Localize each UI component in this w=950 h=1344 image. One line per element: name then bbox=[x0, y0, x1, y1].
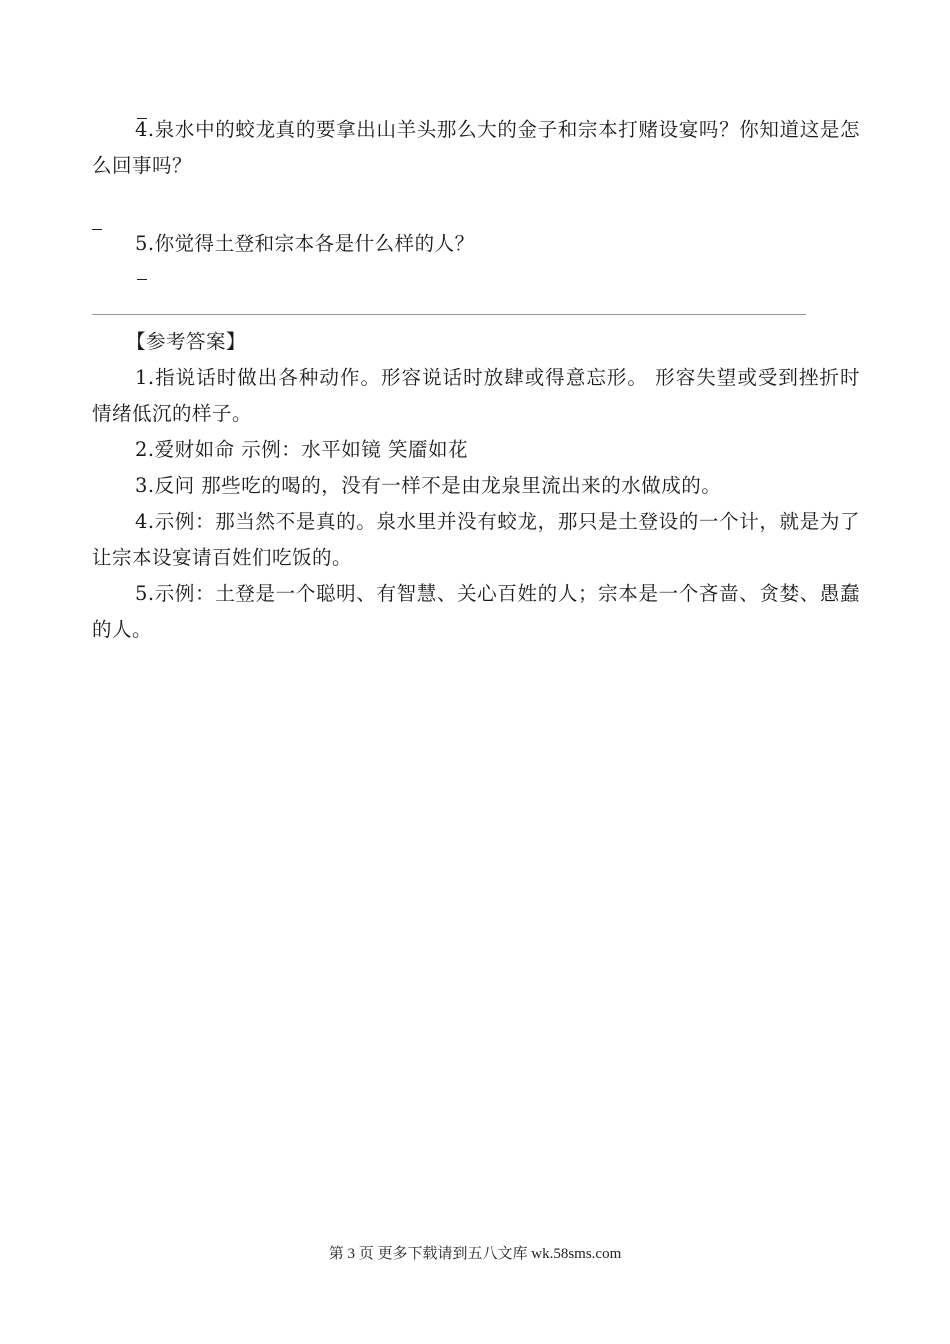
question-4: 4.泉水中的蛟龙真的要拿出山羊头那么大的金子和宗本打赌设宴吗？你知道这是怎么回事吗？ bbox=[92, 118, 860, 177]
answer-item: 4.示例：那当然不是真的。泉水里并没有蛟龙，那只是土登设的一个计，就是为了让宗本设宴请百姓们吃饭的。 bbox=[92, 510, 860, 569]
questions-section bbox=[92, 112, 860, 262]
answer-item: 3.反问 那些吃的喝的，没有一样不是由龙泉里流出来的水做成的。 bbox=[135, 474, 722, 497]
answer-blank-mark bbox=[92, 229, 102, 230]
answers-heading: 【参考答案】 bbox=[126, 330, 247, 353]
answer-item: 5.示例：土登是一个聪明、有智慧、关心百姓的人；宗本是一个吝啬、贪婪、愚蠢的人。 bbox=[92, 582, 860, 641]
page-footer: 第 3 页 更多下载请到五八文库 wk.58sms.com bbox=[328, 1246, 622, 1262]
answer-blank-mark bbox=[137, 279, 147, 280]
divider-line bbox=[92, 314, 806, 315]
answer-item: 2.爱财如命 示例：水平如镜 笑靥如花 bbox=[135, 438, 469, 461]
reference-answers-section bbox=[92, 324, 860, 648]
question-5: 5.你觉得土登和宗本各是什么样的人？ bbox=[135, 232, 475, 255]
answer-item: 1.指说话时做出各种动作。形容说话时放肆或得意忘形。 形容失望或受到挫折时情绪低沉的样子。 bbox=[92, 366, 860, 425]
